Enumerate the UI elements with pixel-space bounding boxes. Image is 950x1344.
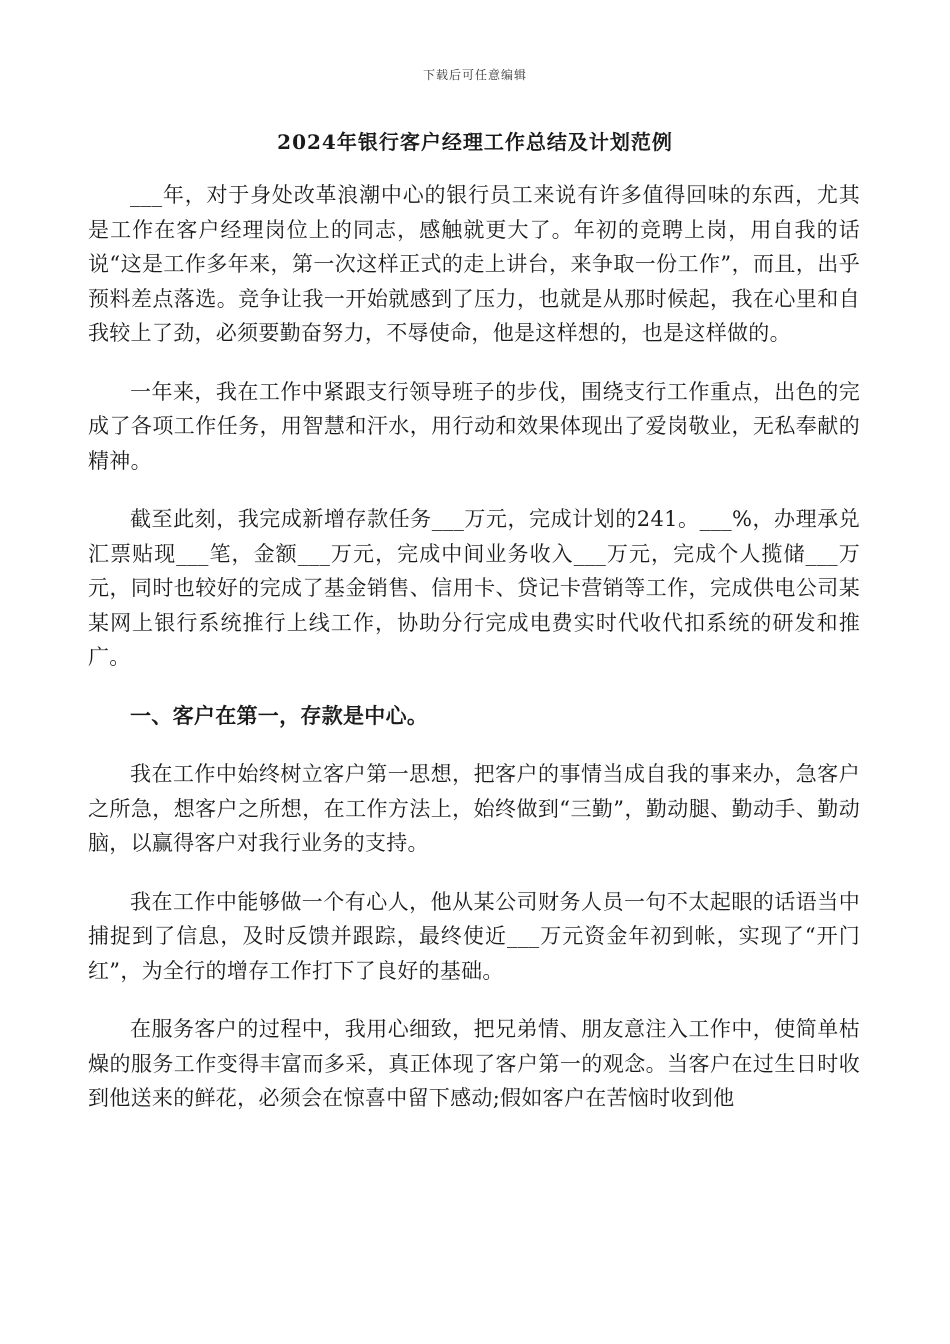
paragraph: 我在工作中能够做一个有心人，他从某公司财务人员一句不太起眼的话语当中捕捉到了信息，及时反馈并跟踪，最终使近___万元资金年初到帐，实现了“开门红”，为全行的增存工作打下了良好的基础。 — [88, 889, 860, 983]
paragraph: 截至此刻，我完成新增存款任务___万元，完成计划的241。___%，办理承兑汇票贴现___笔，金额___万元，完成中间业务收入___万元，完成个人揽储___万元，同时也较好的完成了基金销售、信用卡、贷记卡营销等工作，完成供电公司某某网上银行系统推行上线工作，协助分行完成电费实时代收代扣系统的研发和推广。 — [88, 507, 860, 669]
paragraph: 一年来，我在工作中紧跟支行领导班子的步伐，围绕支行工作重点，出色的完成了各项工作任务，用智慧和汗水，用行动和效果体现出了爱岗敬业，无私奉献的精神。 — [88, 379, 860, 473]
paragraph: 在服务客户的过程中，我用心细致，把兄弟情、朋友意注入工作中，使简单枯燥的服务工作变得丰富而多采，真正体现了客户第一的观念。当客户在过生日时收到他送来的鲜花，必须会在惊喜中留下感动;假如客户在苦恼时收到他 — [88, 1017, 860, 1110]
document-title: 2024年银行客户经理工作总结及计划范例 — [277, 130, 673, 154]
section-heading: 一、客户在第一，存款是中心。 — [130, 702, 429, 728]
paragraph: 我在工作中始终树立客户第一思想，把客户的事情当成自我的事来办，急客户之所急，想客户之所想，在工作方法上，始终做到“三勤”，勤动腿、勤动手、勤动脑，以赢得客户对我行业务的支持。 — [88, 762, 860, 855]
document-body — [88, 178, 860, 1140]
paragraph: ___年，对于身处改革浪潮中心的银行员工来说有许多值得回味的东西，尤其是工作在客户经理岗位上的同志，感触就更大了。年初的竞聘上岗，用自我的话说“这是工作多年来，第一次这样正式的走上讲台，来争取一份工作”，而且，出乎预料差点落选。竞争让我一开始就感到了压力，也就是从那时候起，我在心里和自我较上了劲，必须要勤奋努力，不辱使命，他是这样想的，也是这样做的。 — [88, 183, 860, 345]
header-note: 下载后可任意编辑 — [422, 68, 527, 82]
